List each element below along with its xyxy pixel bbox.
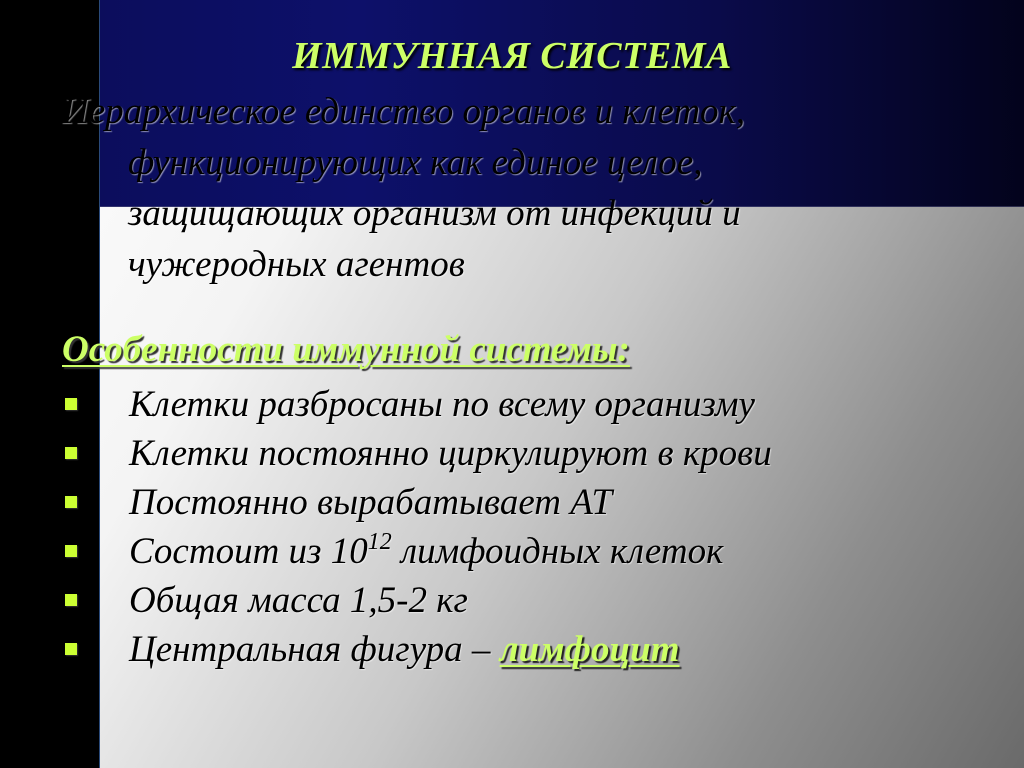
list-item-text: Состоит из 10	[129, 531, 368, 572]
bullet-icon	[65, 545, 77, 557]
list-item	[62, 478, 772, 527]
highlighted-term: лимфоцит	[499, 629, 680, 670]
slide-title: ИММУННАЯ СИСТЕМА	[292, 35, 732, 77]
list-item	[62, 429, 772, 478]
list-item	[62, 576, 772, 625]
definition-line: функционирующих как единое целое,	[128, 142, 703, 183]
exponent: 12	[367, 529, 392, 555]
features-heading: Особенности иммунной системы:	[62, 329, 630, 370]
definition-line: защищающих организм от инфекций и	[128, 193, 741, 234]
definition-line: чужеродных агентов	[128, 244, 465, 285]
list-item	[62, 380, 772, 429]
bullet-icon	[65, 447, 77, 459]
features-list	[62, 380, 772, 674]
list-item-text: Общая масса 1,5-2 кг	[129, 580, 468, 621]
bullet-icon	[65, 594, 77, 606]
list-item	[62, 527, 772, 576]
list-item-text: Клетки постоянно циркулируют в крови	[129, 433, 772, 474]
list-item	[62, 625, 772, 674]
definition-text	[62, 86, 962, 290]
list-item-text-suffix: лимфоидных клеток	[391, 531, 724, 572]
bullet-icon	[65, 398, 77, 410]
bullet-icon	[65, 496, 77, 508]
bullet-icon	[65, 643, 77, 655]
list-item-text: Центральная фигура –	[129, 629, 500, 670]
list-item-text: Клетки разбросаны по всему организму	[129, 384, 755, 425]
list-item-text: Постоянно вырабатывает АТ	[129, 482, 613, 523]
definition-line: Иерархическое единство органов и клеток,	[62, 91, 746, 132]
